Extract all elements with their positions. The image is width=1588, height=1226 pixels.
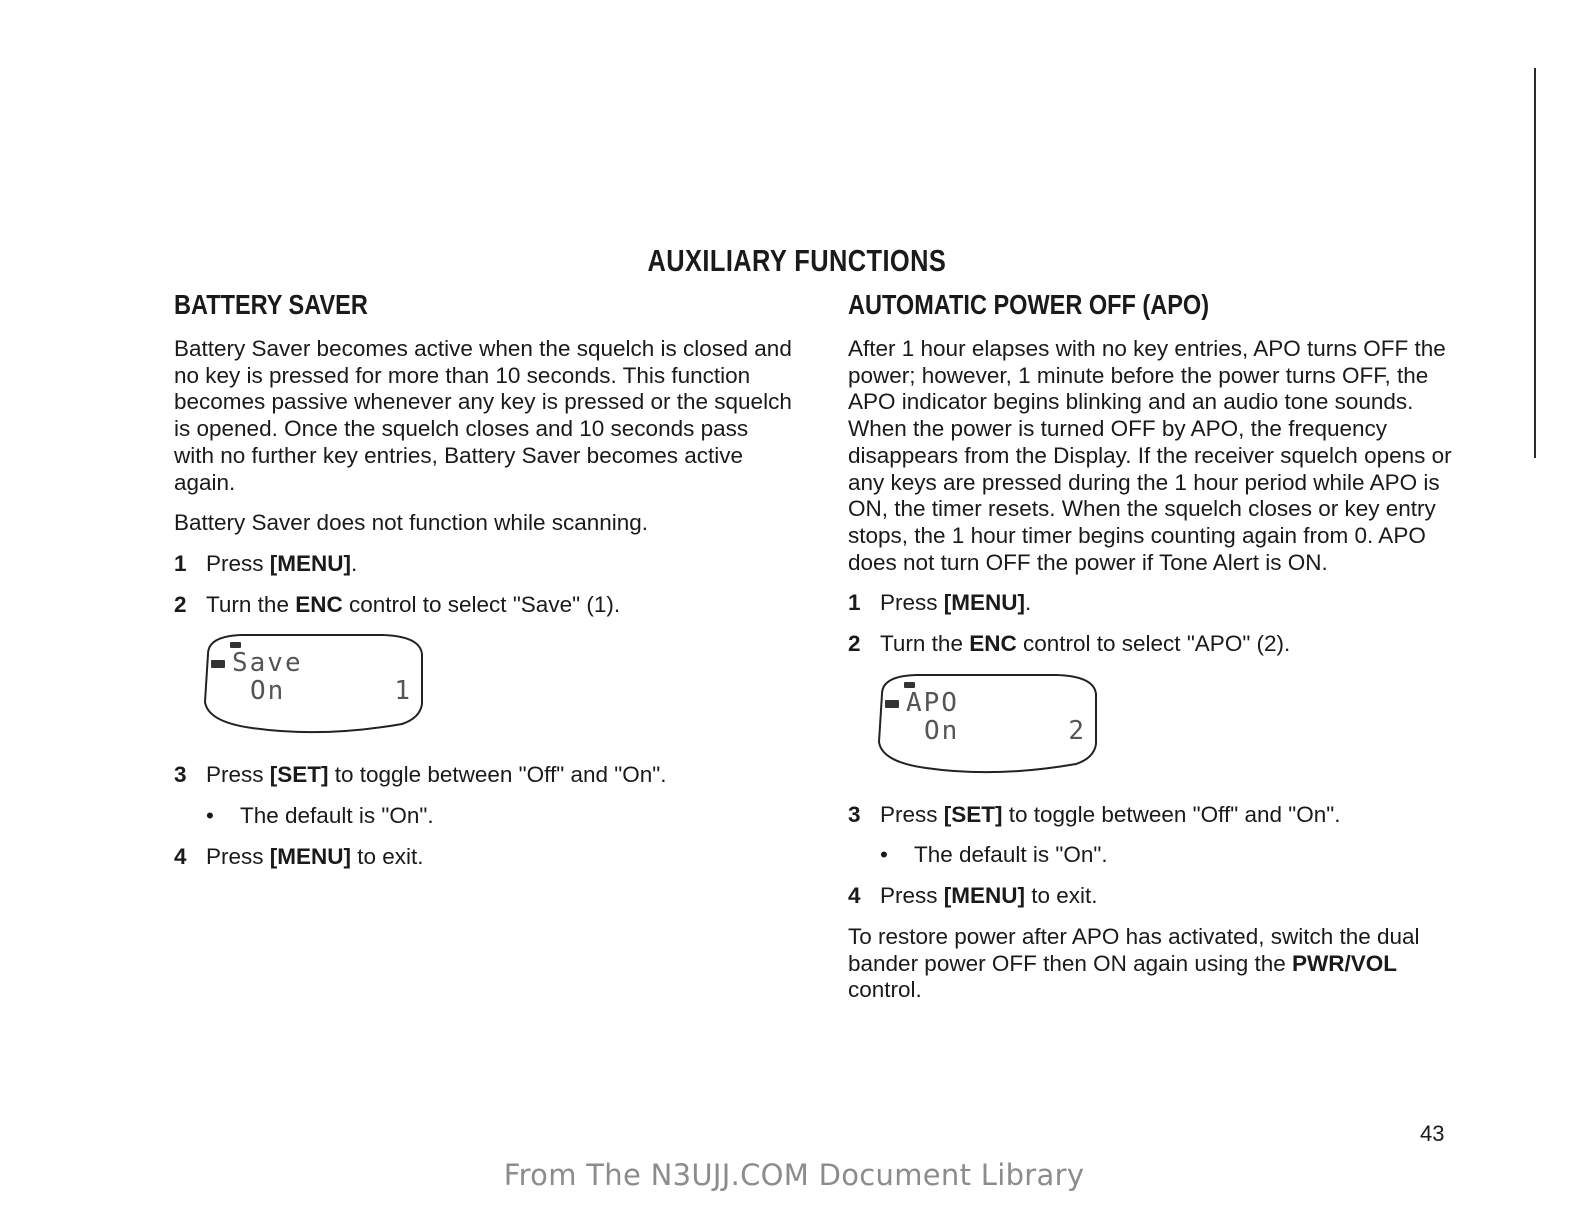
step-number: 2 [848, 631, 861, 657]
battery-saver-lcd-display [202, 632, 424, 736]
apo-lcd-display [876, 672, 1098, 776]
battery-saver-step-3 [174, 762, 794, 789]
watermark: From The N3UJJ.COM Document Library [503, 1158, 1085, 1192]
battery-saver-step-4 [174, 844, 794, 871]
step-text: . [1025, 590, 1032, 616]
key-label: ENC [969, 631, 1017, 657]
control-label: PWR/VOL [1292, 950, 1398, 976]
step-text: to toggle between "Off" and "On". [328, 762, 667, 788]
lcd-line-1: Save [232, 648, 303, 679]
step-text: Press [206, 550, 270, 576]
key-label: [MENU] [943, 883, 1025, 909]
battery-icon [885, 700, 899, 708]
lcd-line-2: On [924, 715, 960, 746]
step-text: to exit. [351, 843, 424, 869]
battery-saver-step-2 [174, 592, 794, 619]
key-label: [MENU] [269, 843, 351, 869]
key-label: [MENU] [269, 550, 351, 576]
step-text: control to select "APO" (2). [1016, 631, 1291, 657]
key-label: [MENU] [943, 590, 1025, 616]
battery-saver-note: Battery Saver does not function while scanning. [174, 510, 649, 536]
apo-step-4 [848, 883, 1458, 910]
closing-text: To restore power after APO has activated, switch the dual bander power OFF then ON again using the [848, 923, 1420, 976]
step-text: Turn the [880, 631, 970, 657]
lcd-menu-number: 2 [1068, 715, 1086, 746]
lcd-indicator-icon [904, 682, 915, 688]
apo-default-note [848, 842, 1458, 869]
bullet-dot: • [206, 803, 214, 829]
apo-step-3 [848, 802, 1458, 829]
battery-saver-step-1 [174, 551, 794, 578]
step-number: 4 [848, 883, 861, 909]
lcd-line-2: On [250, 676, 286, 707]
step-text: . [351, 550, 358, 576]
apo-step-1 [848, 590, 1458, 617]
apo-closing-paragraph [848, 924, 1458, 1004]
step-text: to toggle between "Off" and "On". [1002, 801, 1341, 827]
page-title: AUXILIARY FUNCTIONS [647, 242, 947, 278]
step-text: Turn the [206, 591, 296, 617]
step-text: control to select "Save" (1). [342, 591, 621, 617]
apo-heading: AUTOMATIC POWER OFF (APO) [848, 289, 1210, 320]
apo-intro: After 1 hour elapses with no key entries, APO turns OFF the power; however, 1 minute before the power turns OFF, the APO indicator begins blinking and an audio tone sounds. When the power is turned OFF by APO, the frequency disappears from the Display. If the receiver squelch opens or any keys are pressed during the 1 hour period while APO is ON, the timer resets. When the squelch closes or key entry stops, the 1 hour timer begins counting again from 0. APO does not turn OFF the power if Tone Alert is ON. [848, 336, 1452, 575]
apo-step-2 [848, 631, 1458, 658]
bullet-text: The default is "On". [240, 803, 434, 829]
apo-section [848, 288, 1458, 1018]
battery-saver-default-note [174, 803, 794, 830]
step-number: 3 [174, 762, 187, 788]
step-text: Press [880, 883, 944, 909]
step-text: Press [206, 762, 270, 788]
step-text: Press [880, 590, 944, 616]
lcd-menu-number: 1 [394, 676, 412, 707]
battery-icon [211, 660, 225, 668]
step-text: to exit. [1025, 883, 1098, 909]
step-number: 4 [174, 843, 187, 869]
key-label: ENC [295, 591, 343, 617]
battery-saver-section [174, 288, 794, 884]
step-number: 2 [174, 591, 187, 617]
battery-saver-intro: Battery Saver becomes active when the squelch is closed and no key is pressed for more than 10 seconds. This function becomes passive whenever any key is pressed or the squelch is opened. Once the squelch closes and 10 seconds pass with no further key entries, Battery Saver becomes active again. [174, 336, 792, 495]
page-edge-line [1534, 68, 1536, 458]
key-label: [SET] [269, 762, 329, 788]
page-number: 43 [1420, 1121, 1445, 1146]
step-number: 1 [174, 550, 187, 576]
step-number: 3 [848, 801, 861, 827]
bullet-text: The default is "On". [914, 842, 1108, 868]
bullet-dot: • [880, 842, 888, 868]
lcd-line-1: APO [906, 687, 959, 718]
step-number: 1 [848, 590, 861, 616]
step-text: Press [206, 843, 270, 869]
step-text: Press [880, 801, 944, 827]
key-label: [SET] [943, 801, 1003, 827]
closing-text: control. [848, 977, 922, 1003]
battery-saver-heading: BATTERY SAVER [174, 289, 368, 320]
